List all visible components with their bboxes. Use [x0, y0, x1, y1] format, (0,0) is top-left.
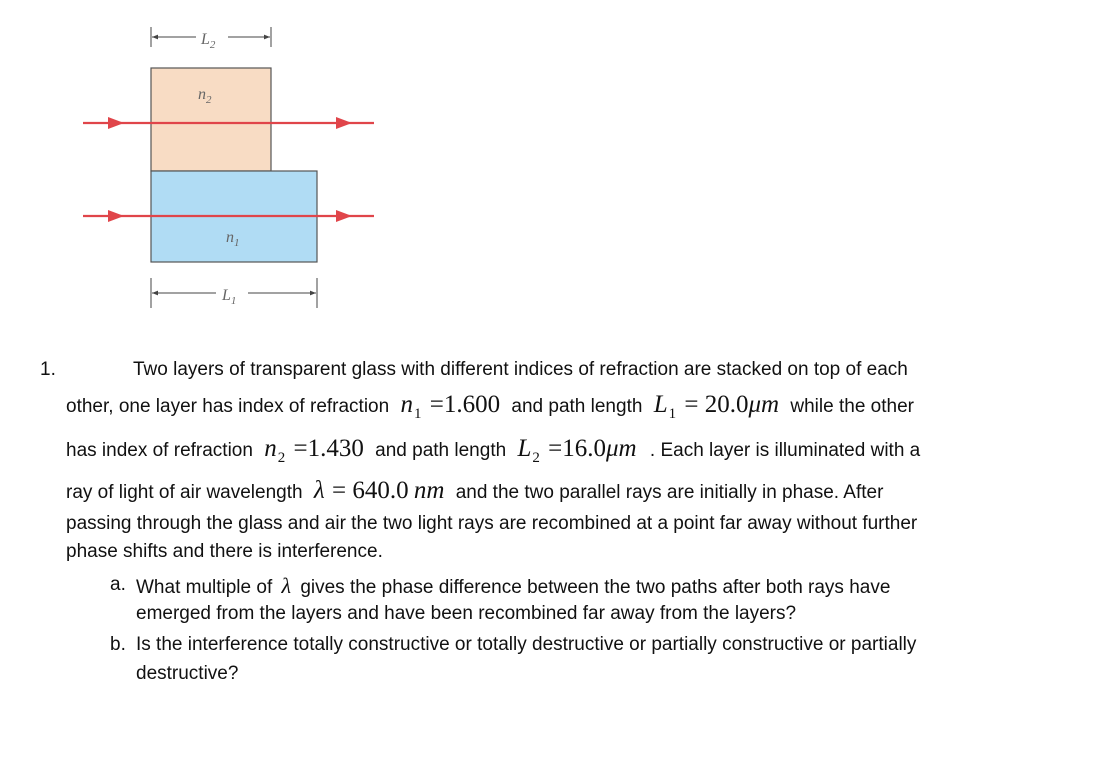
- problem-number: 1.: [40, 359, 56, 380]
- l1-label: $L_1$: [222, 287, 237, 307]
- question-b-line-1: Is the interference totally constructive or totally destructive or partially constructive or partially: [136, 634, 917, 655]
- question-b-line-2: destructive?: [136, 663, 239, 684]
- question-a-line-1: What multiple of λ gives the phase difference between the two paths after both rays have: [136, 573, 891, 598]
- n2-label: $n_2$: [198, 86, 212, 106]
- l2-label: $L_2$: [201, 31, 216, 51]
- text-line-5: passing through the glass and air the two light rays are recombined at a point far away without further: [66, 513, 918, 534]
- l1-dimension: [151, 278, 317, 308]
- text-line-6: phase shifts and there is interference.: [66, 541, 383, 562]
- text-line-3: has index of refraction $n_2 =1.430$ and path length $L_2 =16.0\mu m$ . Each layer is illuminated with a: [66, 435, 921, 466]
- text-line-4: ray of light of air wavelength λ = 640.0 nm and the two parallel rays are initially in phase. After: [66, 477, 884, 504]
- n1-label: $n_1$: [226, 229, 240, 249]
- text-line-1: Two layers of transparent glass with different indices of refraction are stacked on top of each: [133, 359, 908, 380]
- layers-figure: [0, 0, 420, 330]
- glass-layer-n2: [151, 68, 271, 171]
- question-a-line-2: emerged from the layers and have been recombined far away from the layers?: [136, 603, 797, 624]
- l2-dimension: [151, 27, 271, 51]
- text-line-2: other, one layer has index of refraction $n_1 =1.600$ and path length $L_1 = 20.0\mu m$ while the other: [66, 391, 914, 422]
- question-a-letter: a.: [110, 574, 126, 595]
- question-b-letter: b.: [110, 634, 126, 655]
